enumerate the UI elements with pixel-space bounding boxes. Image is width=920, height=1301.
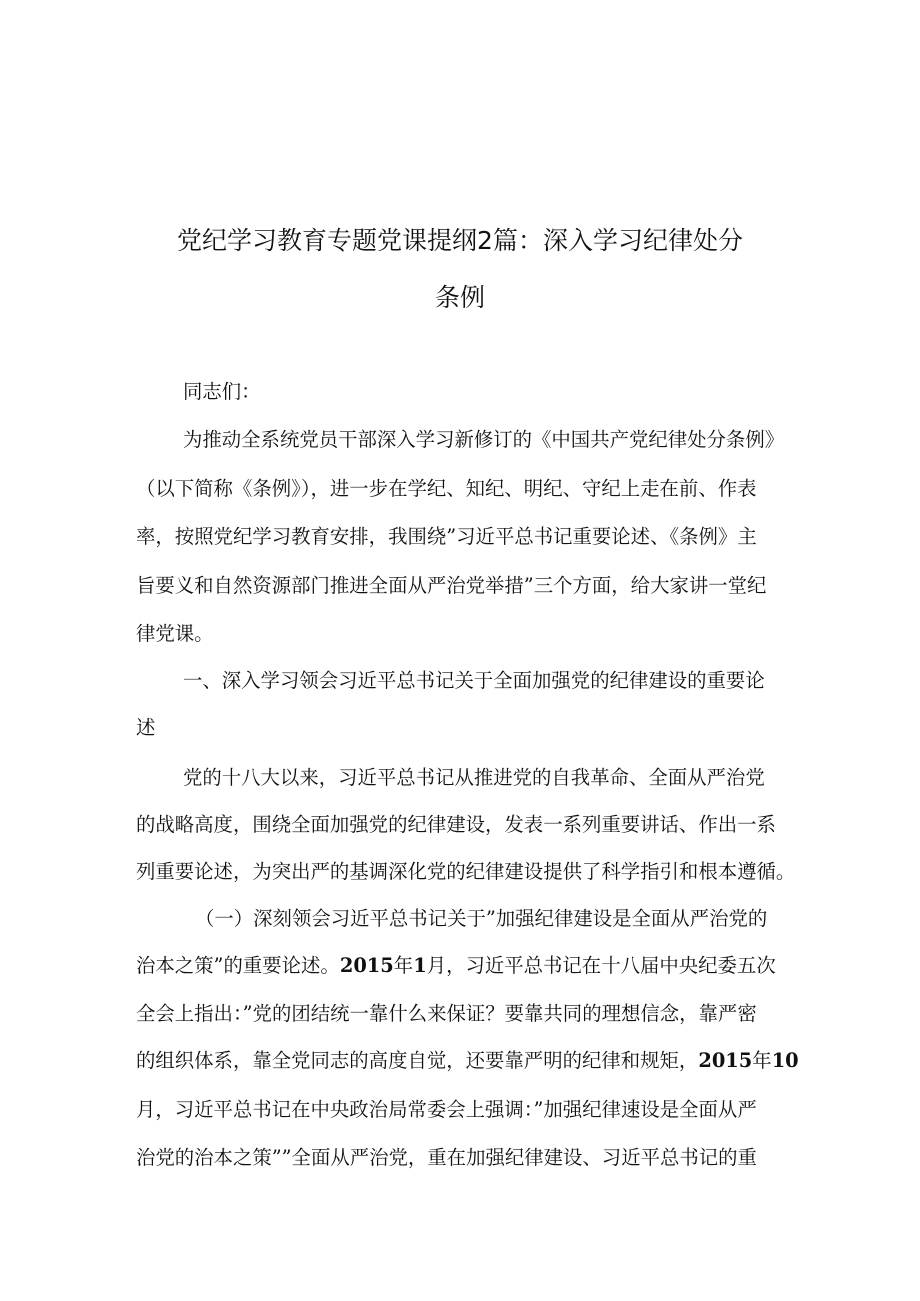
subsection-line — [136, 951, 796, 981]
subsection-line: 治党的治本之策””全面从严治党，重在加强纪律建设、习近平总书记的重 — [136, 1146, 757, 1169]
subsection-line: 月，习近平总书记在中央政治局常委会上强调：”加强纪律速设是全面从严 — [136, 1098, 757, 1121]
section-para-line: 的战略高度，围绕全面加强党的纪律建设，发表一系列重要讲话、作出一系 — [136, 813, 776, 836]
subsection-text: 治本之策”的重要论述。 — [136, 954, 340, 977]
subsection-line: （一）深刻领会习近平总书记关于”加强纪律建设是全面从严治党的 — [195, 907, 768, 930]
intro-line: 律党课。 — [136, 622, 214, 645]
subsection-text: 的组织体系，靠全党同志的高度自觉，还要靠严明的纪律和规矩， — [136, 1049, 699, 1072]
year-unit: 年 — [752, 1049, 772, 1072]
month-number: 1 — [413, 954, 427, 977]
document-title-line-1: 党纪学习教育专题党课提纲2篇：深入学习纪律处分 — [177, 226, 743, 255]
section-heading-line: 述 — [136, 716, 156, 739]
subsection-line: 全会上指出：”党的团结统一靠什么来保证？要靠共同的理想信念，靠严密 — [136, 1002, 757, 1025]
intro-line: 率，按照党纪学习教育安排，我围绕”习近平总书记重要论述、《条例》主 — [136, 525, 757, 548]
year-number: 2015 — [698, 1049, 753, 1072]
subsection-line — [136, 1046, 799, 1076]
subsection-text: 月，习近平总书记在十八届中央纪委五次 — [426, 954, 776, 977]
month-number: 10 — [771, 1049, 799, 1072]
section-para-line: 党的十八大以来，习近平总书记从推进党的自我革命、全面从严治党 — [183, 766, 765, 789]
intro-line: 为推动全系统党员干部深入学习新修订的《中国共产党纪律处分条例》 — [183, 428, 785, 451]
intro-line: （以下简称《条例》），进一步在学纪、知纪、明纪、守纪上走在前、作表 — [136, 477, 757, 500]
year-unit: 年 — [393, 954, 414, 977]
year-number: 2015 — [339, 954, 394, 977]
intro-line: 旨要义和自然资源部门推进全面从严治党举措”三个方面，给大家讲一堂纪 — [136, 574, 767, 597]
salutation: 同志们： — [183, 380, 261, 403]
section-heading-line: 一、深入学习领会习近平总书记关于全面加强党的纪律建设的重要论 — [183, 669, 765, 692]
document-title-line-2: 条例 — [434, 283, 485, 312]
section-para-line: 列重要论述，为突出严的基调深化党的纪律建设提供了科学指引和根本遵循。 — [136, 860, 796, 883]
